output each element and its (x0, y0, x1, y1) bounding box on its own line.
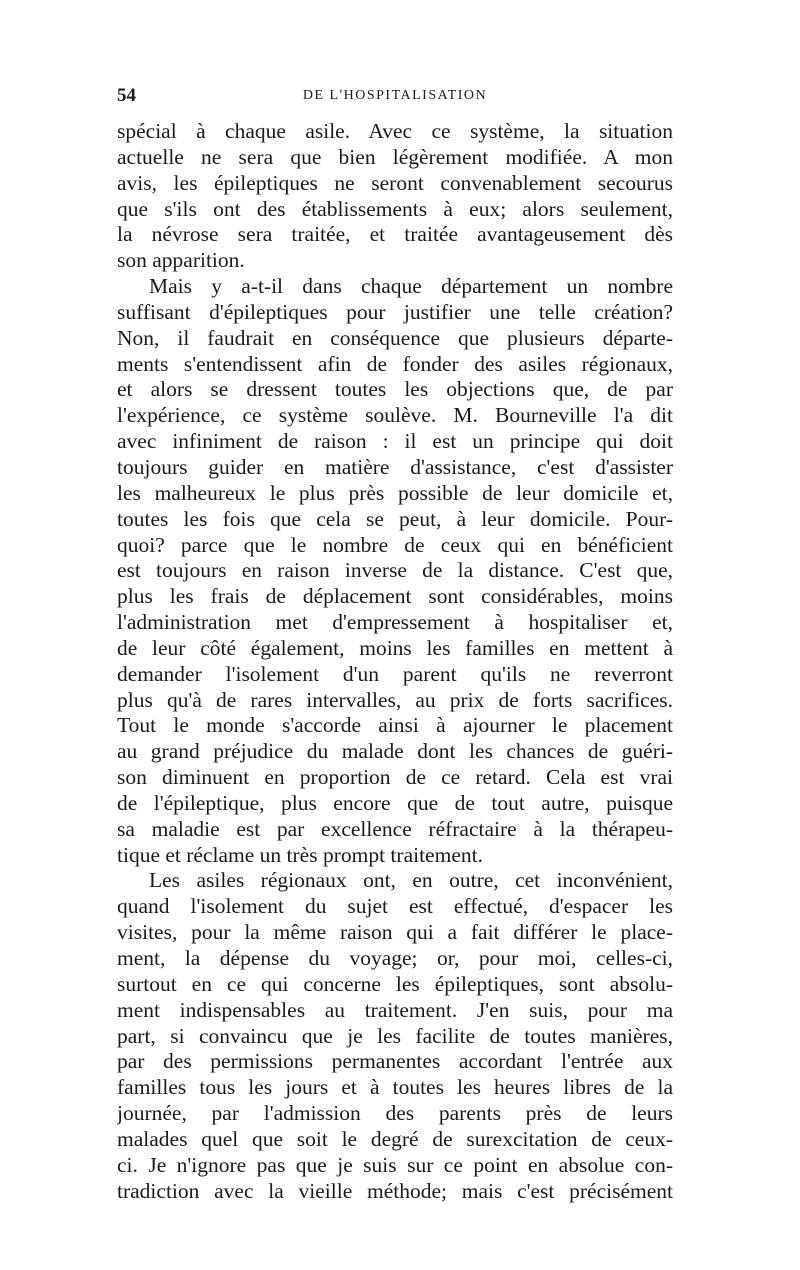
text-line: tradiction avec la vieille méthode; mais c'est précisément (117, 1178, 673, 1203)
text-line: avec infiniment de raison : il est un principe qui doit (117, 429, 673, 454)
text-line: que s'ils ont des établissements à eux; alors seulement, (117, 196, 673, 221)
book-page (117, 84, 673, 1203)
text-line: ments s'entendissent afin de fonder des asiles régionaux, (117, 351, 673, 376)
running-head (117, 84, 673, 114)
running-title: DE L'HOSPITALISATION (302, 88, 488, 103)
paragraph-start-line: Les asiles régionaux ont, en outre, cet inconvénient, (149, 868, 673, 893)
text-line: suffisant d'épileptiques pour justifier une telle création? (117, 299, 673, 324)
text-line: au grand préjudice du malade dont les chances de guéri- (117, 739, 673, 764)
text-line: ci. Je n'ignore pas que je suis sur ce point en absolue con- (117, 1152, 673, 1177)
text-line: plus les frais de déplacement sont considérables, moins (117, 584, 673, 609)
paragraph-end-line: son apparition. (117, 248, 245, 273)
text-line: avis, les épileptiques ne seront convenablement secourus (117, 170, 673, 195)
text-line: visites, pour la même raison qui a fait différer le place- (117, 920, 673, 945)
text-line: spécial à chaque asile. Avec ce système, la situation (117, 119, 673, 143)
text-line: toujours guider en matière d'assistance, c'est d'assister (117, 454, 673, 479)
text-line: quand l'isolement du sujet est effectué, d'espacer les (117, 894, 673, 919)
text-line: journée, par l'admission des parents près de leurs (117, 1101, 673, 1126)
text-line: surtout en ce qui concerne les épileptiques, sont absolu- (117, 971, 673, 996)
text-line: de l'épileptique, plus encore que de tout autre, puisque (117, 790, 673, 815)
text-line: part, si convaincu que je les facilite de toutes manières, (117, 1023, 673, 1048)
text-line: par des permissions permanentes accordant l'entrée aux (117, 1049, 673, 1074)
text-line: est toujours en raison inverse de la distance. C'est que, (117, 558, 673, 583)
text-line: Non, il faudrait en conséquence que plusieurs départe- (117, 325, 673, 350)
text-line: de leur côté également, moins les familles en mettent à (117, 635, 673, 660)
text-line: Tout le monde s'accorde ainsi à ajourner le placement (117, 713, 673, 738)
text-line: familles tous les jours et à toutes les heures libres de la (117, 1075, 673, 1100)
body-text (117, 119, 673, 1204)
page-number: 54 (117, 85, 136, 106)
text-line: l'expérience, ce système soulève. M. Bourneville l'a dit (117, 403, 673, 428)
text-line: ment, la dépense du voyage; or, pour moi, celles-ci, (117, 946, 673, 970)
text-line: son diminuent en proportion de ce retard. Cela est vrai (117, 765, 673, 790)
text-line: les malheureux le plus près possible de leur domicile et, (117, 480, 673, 505)
paragraph-start-line: Mais y a-t-il dans chaque département un nombre (149, 274, 673, 299)
text-line: quoi? parce que le nombre de ceux qui en bénéficient (117, 532, 673, 557)
text-line: sa maladie est par excellence réfractaire à la thérapeu- (117, 816, 673, 841)
text-line: demander l'isolement d'un parent qu'ils ne reverront (117, 661, 673, 686)
paragraph-end-line: tique et réclame un très prompt traitement. (117, 842, 483, 867)
text-line: actuelle ne sera que bien légèrement modifiée. A mon (117, 144, 673, 169)
text-line: ment indispensables au traitement. J'en suis, pour ma (117, 997, 673, 1022)
text-line: malades quel que soit le degré de surexcitation de ceux- (117, 1126, 673, 1151)
text-line: l'administration met d'empressement à hospitaliser et, (117, 610, 673, 635)
text-line: plus qu'à de rares intervalles, au prix de forts sacrifices. (117, 687, 673, 712)
text-line: et alors se dressent toutes les objections que, de par (117, 377, 673, 402)
text-line: la névrose sera traitée, et traitée avantageusement dès (117, 222, 673, 247)
text-line: toutes les fois que cela se peut, à leur domicile. Pour- (117, 506, 673, 531)
